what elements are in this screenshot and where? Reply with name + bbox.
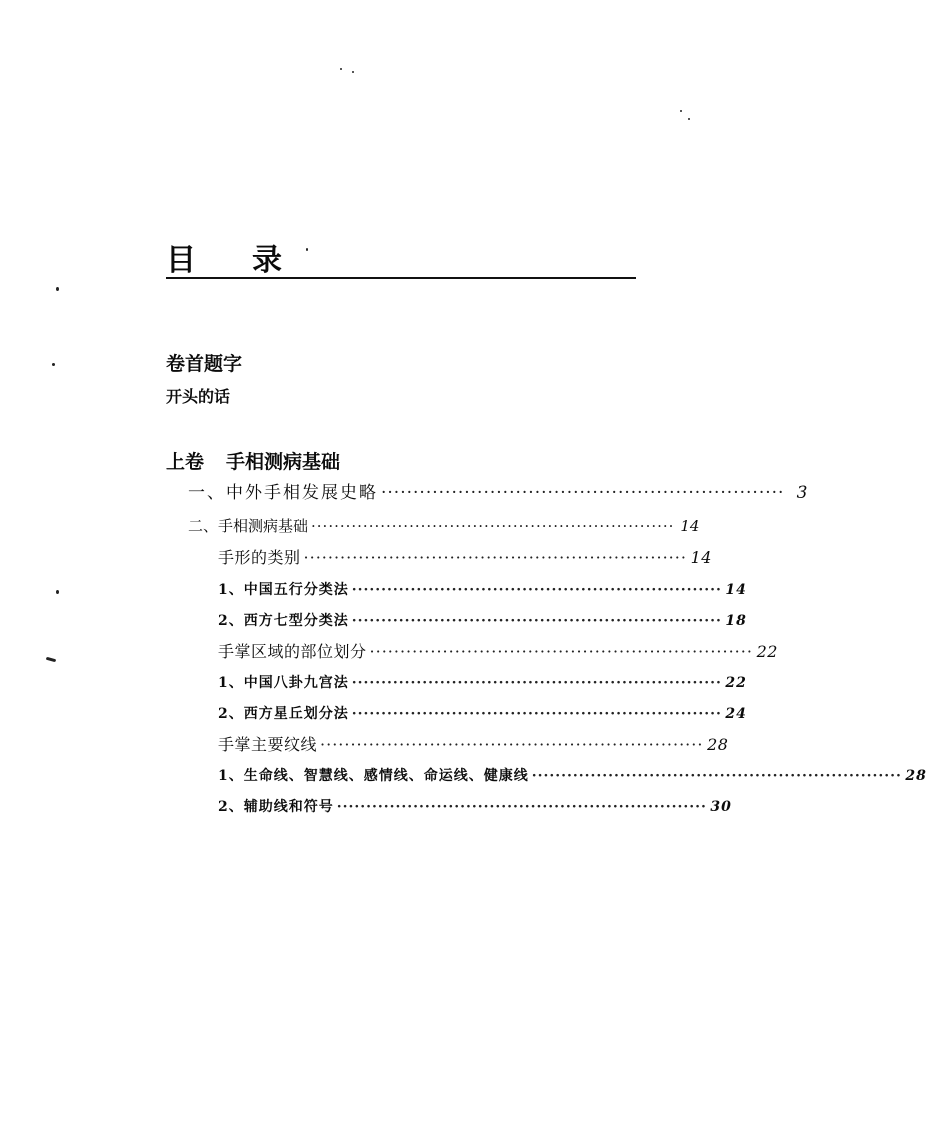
scan-speck — [680, 110, 682, 112]
toc-entry[interactable] — [218, 732, 729, 758]
toc-page-number: 28 — [707, 735, 729, 754]
toc-entry[interactable] — [218, 608, 747, 634]
toc-entry-text: 1、中国五行分类法 — [218, 582, 349, 598]
part-label: 上卷 — [166, 451, 205, 473]
front-matter-heading: 卷首题字 — [166, 353, 243, 375]
toc-page-number: 22 — [725, 675, 747, 691]
title-underline — [166, 277, 636, 279]
scan-speck — [56, 287, 59, 291]
page-title — [166, 244, 282, 278]
toc-leader: ······························································· — [351, 613, 722, 629]
toc-leader: ······························································· — [351, 706, 722, 722]
toc-entry[interactable] — [218, 545, 712, 571]
toc-entry-text: 手掌区域的部位划分 — [218, 642, 367, 661]
toc-leader: ······························································· — [531, 768, 902, 784]
toc-entry-text: 2、西方七型分类法 — [218, 613, 349, 629]
toc-page-number: 3 — [796, 483, 810, 503]
toc-entry-text: 二、手相测病基础 — [188, 517, 309, 535]
scan-speck — [340, 68, 342, 70]
scan-speck — [306, 248, 308, 251]
toc-leader: ······························································· — [303, 548, 687, 567]
toc-leader: ······························································· — [351, 675, 722, 691]
toc-entry-text: 一、中外手相发展史略 — [188, 483, 378, 503]
toc-leader: ······························································· — [381, 483, 785, 503]
toc-entry[interactable] — [188, 480, 810, 506]
toc-entry[interactable] — [218, 794, 732, 820]
scan-speck — [46, 657, 56, 662]
toc-entry[interactable] — [218, 763, 927, 789]
toc-page-number: 30 — [710, 799, 732, 815]
scan-speck — [56, 590, 59, 594]
toc-page-number: 28 — [905, 768, 927, 784]
toc-leader: ······························································· — [320, 735, 704, 754]
toc-leader: ······························································· — [369, 642, 753, 661]
toc-entry-text: 2、西方星丘划分法 — [218, 706, 349, 722]
title-char-mu: 目 — [166, 243, 196, 278]
toc-entry-text: 1、中国八卦九宫法 — [218, 675, 349, 691]
toc-page-number: 14 — [680, 517, 700, 535]
toc-entry-text: 手形的类别 — [218, 548, 301, 567]
toc-entry[interactable] — [218, 670, 747, 696]
scan-speck — [688, 118, 690, 120]
toc-leader: ······························································· — [351, 582, 722, 598]
toc-entry[interactable] — [218, 639, 778, 665]
scan-speck — [352, 71, 354, 73]
toc-entry-text: 手掌主要纹线 — [218, 735, 318, 754]
toc-entry-text: 1、生命线、智慧线、感情线、命运线、健康线 — [218, 768, 529, 784]
toc-entry[interactable] — [218, 577, 747, 603]
title-char-lu: 录 — [252, 243, 282, 278]
toc-page-number: 14 — [725, 582, 747, 598]
toc-page-number: 18 — [725, 613, 747, 629]
toc-leader: ······························································· — [311, 517, 675, 535]
scan-speck — [52, 363, 55, 366]
toc-entry[interactable] — [188, 513, 700, 539]
toc-entry-text: 2、辅助线和符号 — [218, 799, 334, 815]
toc-page-number: 14 — [690, 548, 712, 567]
toc-entry[interactable] — [218, 701, 747, 727]
part-name: 手相测病基础 — [226, 451, 341, 473]
part-heading — [166, 449, 340, 475]
toc-page-number: 22 — [756, 642, 778, 661]
toc-leader: ······························································· — [336, 799, 707, 815]
front-matter-sub: 开头的话 — [166, 387, 231, 406]
toc-page-number: 24 — [725, 706, 747, 722]
